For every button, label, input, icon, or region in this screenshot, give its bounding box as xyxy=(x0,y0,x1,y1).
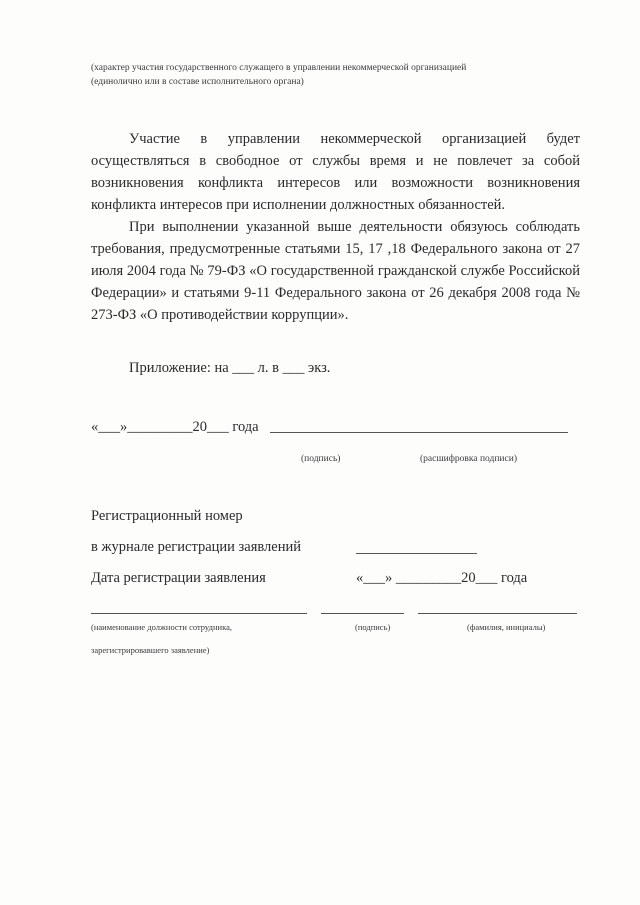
caption-signature: (подпись) xyxy=(301,454,341,464)
position-line xyxy=(91,613,307,614)
appendix-line: Приложение: на ___ л. в ___ экз. xyxy=(129,360,331,376)
caption-decryption: (расшифровка подписи) xyxy=(420,454,517,464)
caption-bottom-signature: (подпись) xyxy=(355,622,391,632)
registration-number-label: Регистрационный номер xyxy=(91,508,243,524)
date-line: «___»_________20___ года xyxy=(91,419,259,435)
registration-date-value: «___» _________20___ года xyxy=(356,570,528,586)
caption-position-2: зарегистрировавшего заявление) xyxy=(91,645,210,655)
signature-line xyxy=(270,432,568,433)
name-line xyxy=(418,613,577,614)
paragraph-obligation: При выполнении указанной выше деятельности обязуюсь соблюдать требования, предусмотренные статьями 15, 17 ,18 Федерального закона от 27 июля 2004 года № 79-ФЗ «О государственной гражданской службе Российской Федерации» и статьями 9-11 Федерального закона от 26 декабря 2008 года № 273-ФЗ «О противодействии коррупции». xyxy=(91,219,580,323)
caption-name: (фамилия, инициалы) xyxy=(467,622,546,632)
header-line-1: (характер участия государственного служащего в управлении некоммерческой организацией xyxy=(91,63,467,73)
registration-date-label: Дата регистрации заявления xyxy=(91,570,266,586)
bottom-signature-line xyxy=(321,613,404,614)
registration-journal-label: в журнале регистрации заявлений xyxy=(91,539,301,555)
paragraph-participation: Участие в управлении некоммерческой организацией будет осуществляться в свободное от службы время и не повлечет за собой возникновения конфликта интересов или возможности возникновения конфликта интересов при исполнении должностных обязанностей. xyxy=(91,131,580,213)
caption-position-1: (наименование должности сотрудника, xyxy=(91,622,232,632)
registration-number-line xyxy=(356,553,477,554)
header-line-2: (единолично или в составе исполнительного органа) xyxy=(91,77,304,87)
